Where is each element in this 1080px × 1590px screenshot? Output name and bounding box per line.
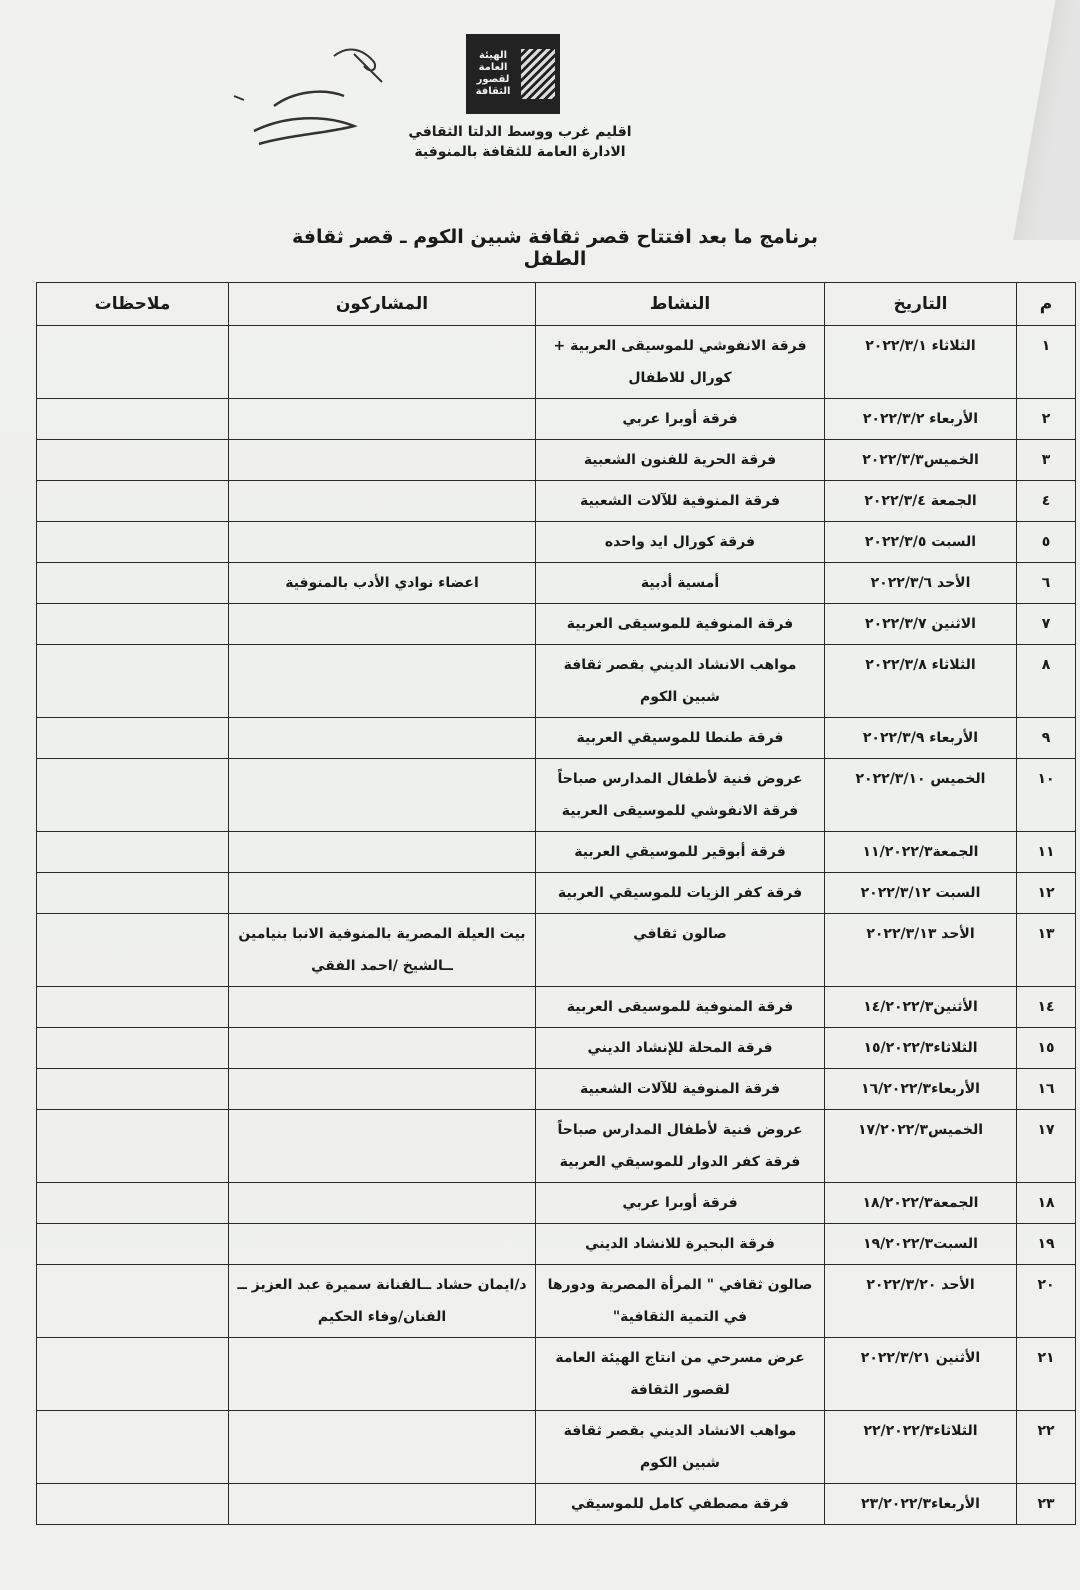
table-row (37, 1110, 1076, 1183)
row-participants (229, 1028, 536, 1069)
table-row (37, 1484, 1076, 1525)
row-num: ٨ (1017, 645, 1076, 718)
row-num: ١٣ (1017, 914, 1076, 987)
row-participants (229, 481, 536, 522)
row-notes (37, 1028, 229, 1069)
row-activity: فرقة طنطا للموسيقي العربية (536, 718, 825, 759)
row-activity: فرقة المنوفية للآلات الشعبية (536, 481, 825, 522)
row-notes (37, 481, 229, 522)
row-participants (229, 1484, 536, 1525)
row-num: ٧ (1017, 604, 1076, 645)
row-num: ١٥ (1017, 1028, 1076, 1069)
row-date: الأثنين ٢٠٢٢/٣/٢١ (825, 1338, 1017, 1411)
row-participants (229, 326, 536, 399)
row-notes (37, 1338, 229, 1411)
table-row (37, 604, 1076, 645)
row-notes (37, 645, 229, 718)
table-row (37, 1183, 1076, 1224)
table-row (37, 563, 1076, 604)
header-participants: المشاركون (229, 283, 536, 326)
row-activity: فرقة أوبرا عربي (536, 399, 825, 440)
row-date: السبت ٢٠٢٢/٣/١٢ (825, 873, 1017, 914)
row-activity: فرقة المنوفية للموسيقى العربية (536, 604, 825, 645)
table-row (37, 1028, 1076, 1069)
table-row (37, 326, 1076, 399)
row-num: ١٦ (1017, 1069, 1076, 1110)
row-notes (37, 1411, 229, 1484)
row-participants (229, 1411, 536, 1484)
row-participants (229, 1224, 536, 1265)
logo-mark-icon (521, 49, 555, 99)
row-date: الأربعاء١٦/٢٠٢٢/٣ (825, 1069, 1017, 1110)
header-activity: النشاط (536, 283, 825, 326)
organization-header (400, 122, 640, 162)
row-notes (37, 718, 229, 759)
row-date: الأحد ٢٠٢٢/٣/٢٠ (825, 1265, 1017, 1338)
row-notes (37, 759, 229, 832)
row-activity: صالون ثقافي " المرأة المصرية ودورها في التمية الثقافية" (536, 1265, 825, 1338)
row-notes (37, 914, 229, 987)
row-num: ١٢ (1017, 873, 1076, 914)
row-date: الأحد ٢٠٢٢/٣/٦ (825, 563, 1017, 604)
row-num: ١٨ (1017, 1183, 1076, 1224)
row-participants (229, 759, 536, 832)
table-row (37, 1338, 1076, 1411)
row-notes (37, 873, 229, 914)
row-activity: فرقة أوبرا عربي (536, 1183, 825, 1224)
row-participants (229, 832, 536, 873)
table-row (37, 399, 1076, 440)
table-row (37, 522, 1076, 563)
row-date: السبت١٩/٢٠٢٢/٣ (825, 1224, 1017, 1265)
row-activity: فرقة الانفوشي للموسيقى العربية + كورال للاطفال (536, 326, 825, 399)
table-row (37, 1265, 1076, 1338)
row-notes (37, 1265, 229, 1338)
row-date: الجمعة١١/٢٠٢٢/٣ (825, 832, 1017, 873)
row-num: ٦ (1017, 563, 1076, 604)
row-participants (229, 1338, 536, 1411)
row-activity: صالون ثقافي (536, 914, 825, 987)
header-notes: ملاحظات (37, 283, 229, 326)
row-activity: فرقة المنوفية للموسيقى العربية (536, 987, 825, 1028)
row-num: ١٠ (1017, 759, 1076, 832)
table-row (37, 914, 1076, 987)
row-date: الثلاثاء ٢٠٢٢/٣/١ (825, 326, 1017, 399)
row-date: الأربعاء ٢٠٢٢/٣/٢ (825, 399, 1017, 440)
table-row (37, 987, 1076, 1028)
row-date: الخميس٢٠٢٢/٣/٣ (825, 440, 1017, 481)
row-date: الجمعة ٢٠٢٢/٣/٤ (825, 481, 1017, 522)
row-notes (37, 440, 229, 481)
row-notes (37, 604, 229, 645)
row-participants (229, 1183, 536, 1224)
row-participants (229, 873, 536, 914)
row-num: ٣ (1017, 440, 1076, 481)
table-row (37, 1411, 1076, 1484)
row-activity: فرقة المحلة للإنشاد الديني (536, 1028, 825, 1069)
row-participants (229, 1069, 536, 1110)
row-activity: عروض فنية لأطفال المدارس صباحاً فرقة كفر الدوار للموسيقي العربية (536, 1110, 825, 1183)
table-row (37, 718, 1076, 759)
row-num: ١٤ (1017, 987, 1076, 1028)
row-num: ٩ (1017, 718, 1076, 759)
table-row (37, 481, 1076, 522)
row-participants: اعضاء نوادي الأدب بالمنوفية (229, 563, 536, 604)
row-participants: د/ايمان حشاد ــالفنانة سميرة عبد العزيز ــ الفنان/وفاء الحكيم (229, 1265, 536, 1338)
row-date: الأثنين١٤/٢٠٢٢/٣ (825, 987, 1017, 1028)
row-activity: أمسية أدبية (536, 563, 825, 604)
row-activity: فرقة الحرية للفنون الشعبية (536, 440, 825, 481)
row-activity: عروض فنية لأطفال المدارس صباحاً فرقة الانفوشي للموسيقى العربية (536, 759, 825, 832)
row-participants (229, 522, 536, 563)
table-row (37, 1224, 1076, 1265)
table-header-row (37, 283, 1076, 326)
row-activity: مواهب الانشاد الديني بقصر ثقافة شبين الكوم (536, 1411, 825, 1484)
row-date: الثلاثاء١٥/٢٠٢٢/٣ (825, 1028, 1017, 1069)
row-date: الأحد ٢٠٢٢/٣/١٣ (825, 914, 1017, 987)
row-notes (37, 987, 229, 1028)
handwritten-signature (214, 36, 394, 156)
row-notes (37, 1484, 229, 1525)
table-row (37, 645, 1076, 718)
row-date: الثلاثاء ٢٠٢٢/٣/٨ (825, 645, 1017, 718)
row-activity: فرقة المنوفية للآلات الشعبية (536, 1069, 825, 1110)
table-row (37, 873, 1076, 914)
row-num: ٤ (1017, 481, 1076, 522)
row-notes (37, 326, 229, 399)
row-participants (229, 1110, 536, 1183)
row-notes (37, 399, 229, 440)
row-participants (229, 718, 536, 759)
row-num: ٢ (1017, 399, 1076, 440)
row-participants (229, 645, 536, 718)
row-participants (229, 440, 536, 481)
row-notes (37, 1183, 229, 1224)
logo-text: الهيئة العامة لقصور الثقافة (475, 50, 511, 97)
org-line-1: اقليم غرب ووسط الدلتا الثقافي (408, 124, 632, 140)
organization-logo (466, 34, 560, 114)
paper-edge-shadow (1010, 0, 1080, 240)
table-row (37, 759, 1076, 832)
row-participants: بيت العيلة المصرية بالمنوفية الانبا بنيامين ــالشيخ /احمد الفقي (229, 914, 536, 987)
document-title: برنامج ما بعد افتتاح قصر ثقافة شبين الكوم ـ قصر ثقافة الطفل (292, 226, 818, 270)
row-num: ٢٠ (1017, 1265, 1076, 1338)
row-activity: فرقة مصطفي كامل للموسيقي (536, 1484, 825, 1525)
row-date: الخميس١٧/٢٠٢٢/٣ (825, 1110, 1017, 1183)
row-num: ٢٣ (1017, 1484, 1076, 1525)
row-date: الأربعاء ٢٠٢٢/٣/٩ (825, 718, 1017, 759)
row-date: الاثنين ٢٠٢٢/٣/٧ (825, 604, 1017, 645)
table-row (37, 1069, 1076, 1110)
row-num: ١٧ (1017, 1110, 1076, 1183)
org-line-2: الادارة العامة للثقافة بالمنوفية (414, 144, 626, 160)
row-notes (37, 1069, 229, 1110)
row-num: ١٩ (1017, 1224, 1076, 1265)
row-num: ١ (1017, 326, 1076, 399)
row-notes (37, 563, 229, 604)
row-num: ٢١ (1017, 1338, 1076, 1411)
header-date: التاريخ (825, 283, 1017, 326)
row-date: الجمعة١٨/٢٠٢٢/٣ (825, 1183, 1017, 1224)
table-row (37, 832, 1076, 873)
row-activity: فرقة أبوقير للموسيقي العربية (536, 832, 825, 873)
row-activity: فرقة كورال ايد واحده (536, 522, 825, 563)
row-date: السبت ٢٠٢٢/٣/٥ (825, 522, 1017, 563)
row-activity: عرض مسرحي من انتاج الهيئة العامة لقصور الثقافة (536, 1338, 825, 1411)
row-notes (37, 832, 229, 873)
row-notes (37, 1224, 229, 1265)
row-date: الثلاثاء٢٢/٢٠٢٢/٣ (825, 1411, 1017, 1484)
row-notes (37, 1110, 229, 1183)
header-num: م (1017, 283, 1076, 326)
row-activity: فرقة كفر الزيات للموسيقي العربية (536, 873, 825, 914)
row-activity: فرقة البحيرة للانشاد الديني (536, 1224, 825, 1265)
row-activity: مواهب الانشاد الديني بقصر ثقافة شبين الكوم (536, 645, 825, 718)
row-num: ١١ (1017, 832, 1076, 873)
row-date: الأربعاء٢٣/٢٠٢٢/٣ (825, 1484, 1017, 1525)
row-date: الخميس ٢٠٢٢/٣/١٠ (825, 759, 1017, 832)
row-num: ٢٢ (1017, 1411, 1076, 1484)
row-num: ٥ (1017, 522, 1076, 563)
schedule-table (36, 282, 1076, 1525)
row-participants (229, 987, 536, 1028)
row-participants (229, 604, 536, 645)
table-row (37, 440, 1076, 481)
row-notes (37, 522, 229, 563)
row-participants (229, 399, 536, 440)
